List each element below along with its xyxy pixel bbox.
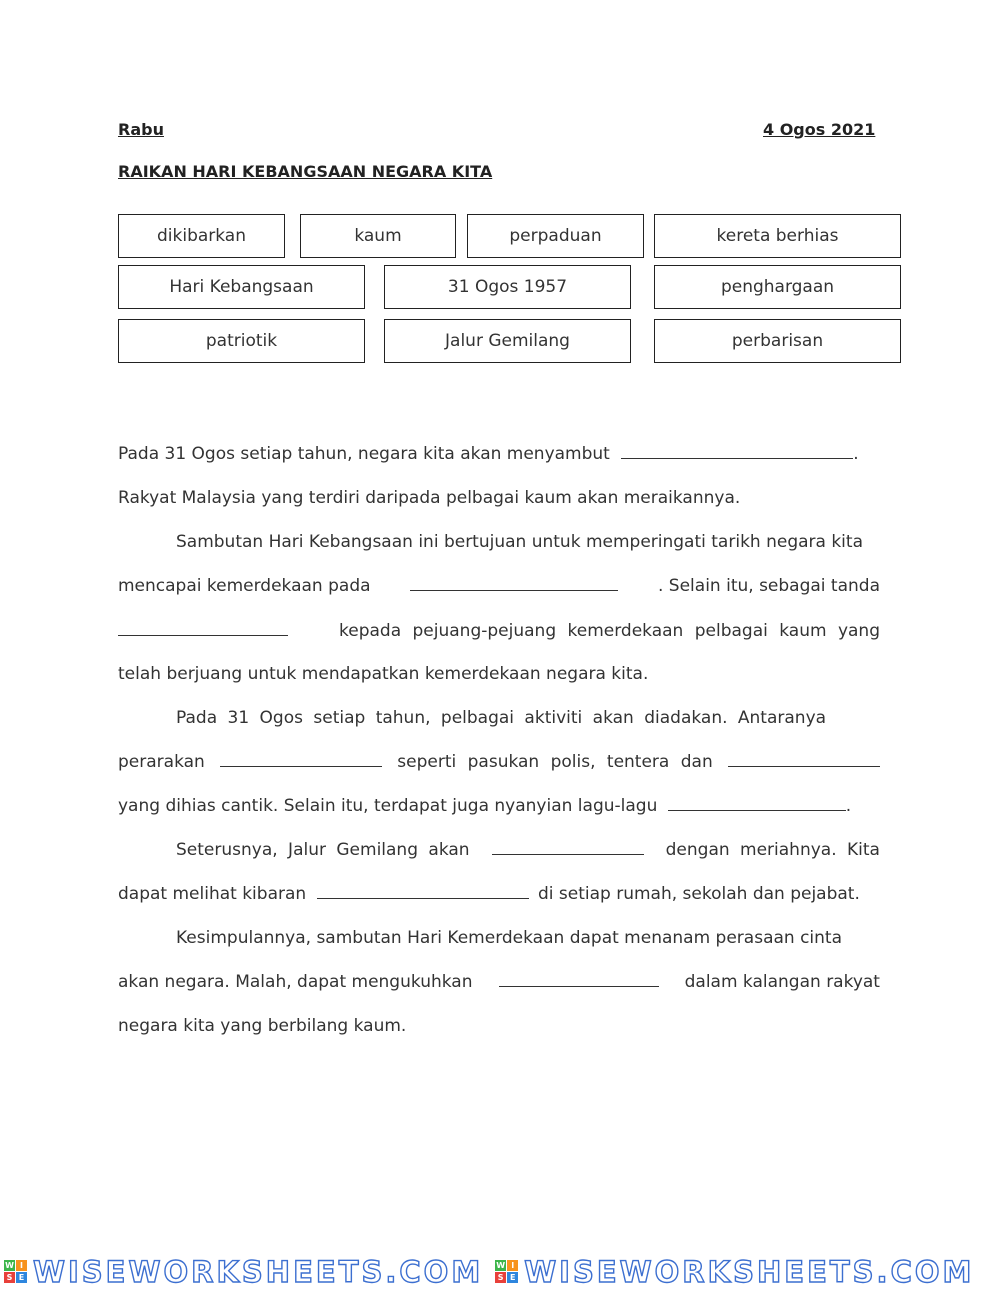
word-box[interactable]: kereta berhias — [654, 214, 901, 258]
passage-text: perarakan — [118, 752, 205, 772]
wise-logo-icon — [4, 1260, 27, 1283]
site-watermark: WISEWORKSHEETS.COM — [524, 1254, 975, 1289]
passage-line: Kesimpulannya, sambutan Hari Kemerdekaan dapat menanam perasaan cinta — [176, 928, 843, 948]
word-box[interactable]: Jalur Gemilang — [384, 319, 631, 363]
passage-text: yang dihias cantik. Selain itu, terdapat juga nyanyian lagu-lagu — [118, 796, 658, 816]
passage-text: Seterusnya, Jalur Gemilang akan — [176, 840, 470, 860]
passage-text: kepada pejuang-pejuang kemerdekaan pelbagai kaum yang — [339, 621, 880, 641]
blank-4[interactable] — [220, 751, 382, 767]
wise-logo-icon — [495, 1260, 518, 1283]
blank-9[interactable] — [499, 971, 659, 987]
passage-text: mencapai kemerdekaan pada — [118, 576, 371, 596]
passage-line: Pada 31 Ogos setiap tahun, pelbagai aktiviti akan diadakan. Antaranya — [176, 708, 827, 728]
logo-letter: W — [496, 1261, 506, 1270]
footer-watermark — [0, 1252, 1000, 1291]
passage-text: dengan meriahnya. Kita — [665, 840, 880, 860]
passage-text: seperti pasukan polis, tentera dan — [397, 752, 713, 772]
passage-line: Rakyat Malaysia yang terdiri daripada pelbagai kaum akan meraikannya. — [118, 488, 741, 508]
blank-7[interactable] — [492, 839, 644, 855]
logo-letter: S — [4, 1272, 15, 1283]
date-label: 4 Ogos 2021 — [763, 120, 876, 139]
passage-line — [118, 971, 880, 993]
word-box[interactable]: patriotik — [118, 319, 365, 363]
logo-letter: S — [495, 1272, 506, 1283]
logo-letter: W — [5, 1261, 14, 1270]
passage-line — [118, 575, 880, 597]
word-box[interactable]: perbarisan — [654, 319, 901, 363]
passage-text: akan negara. Malah, dapat mengukuhkan — [118, 972, 473, 992]
passage-line — [118, 883, 880, 905]
passage-text: dalam kalangan rakyat — [684, 972, 880, 992]
word-box[interactable]: Hari Kebangsaan — [118, 265, 365, 309]
logo-letter: E — [507, 1272, 518, 1283]
logo-letter: E — [16, 1272, 27, 1283]
passage-text: . — [845, 796, 852, 816]
logo-letter: I — [507, 1260, 518, 1271]
word-box[interactable]: 31 Ogos 1957 — [384, 265, 631, 309]
passage-line: Sambutan Hari Kebangsaan ini bertujuan untuk memperingati tarikh negara kita — [176, 532, 863, 552]
passage-line — [118, 443, 880, 465]
logo-letter: I — [16, 1260, 27, 1271]
word-box[interactable]: penghargaan — [654, 265, 901, 309]
passage-text: di setiap rumah, sekolah dan pejabat. — [537, 884, 860, 904]
passage-line: negara kita yang berbilang kaum. — [118, 1016, 407, 1036]
blank-5[interactable] — [728, 751, 880, 767]
blank-1[interactable] — [621, 443, 853, 459]
passage-line — [118, 751, 880, 773]
word-box[interactable]: kaum — [300, 214, 456, 258]
passage-text: . Selain itu, sebagai tanda — [658, 576, 880, 596]
blank-2[interactable] — [410, 575, 618, 591]
blank-6[interactable] — [668, 795, 846, 811]
passage-text: dapat melihat kibaran — [118, 884, 307, 904]
word-box[interactable]: perpaduan — [467, 214, 644, 258]
passage-text: . — [853, 444, 859, 464]
passage-line — [118, 795, 880, 817]
blank-3[interactable] — [118, 620, 288, 636]
day-label: Rabu — [118, 120, 164, 139]
page-title: RAIKAN HARI KEBANGSAAN NEGARA KITA — [118, 162, 493, 181]
passage-line: telah berjuang untuk mendapatkan kemerdekaan negara kita. — [118, 664, 649, 684]
passage-line — [118, 620, 880, 642]
passage-line — [118, 839, 880, 861]
blank-8[interactable] — [317, 883, 529, 899]
word-box[interactable]: dikibarkan — [118, 214, 285, 258]
passage-text: Pada 31 Ogos setiap tahun, negara kita akan menyambut — [118, 444, 610, 464]
site-watermark: WISEWORKSHEETS.COM — [33, 1254, 484, 1289]
